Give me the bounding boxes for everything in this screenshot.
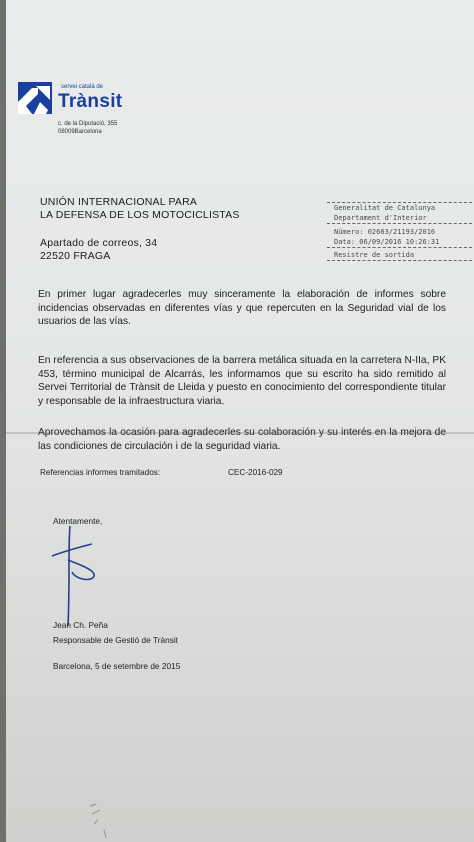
stamp-line1: Generalitat de Catalunya <box>334 204 436 212</box>
place-and-date: Barcelona, 5 de setembre de 2015 <box>53 661 181 671</box>
closing-salutation: Atentamente, <box>53 516 103 526</box>
recipient-line4: 22520 FRAGA <box>40 250 111 262</box>
logo-title: Trànsit <box>58 91 123 112</box>
recipient-line3: Apartado de correos, 34 <box>40 237 158 249</box>
references-code: CEC-2016-029 <box>228 468 283 477</box>
body-paragraph-2: En referencia a sus observaciones de la barrera metálica situada en la carretera N-IIa, PK 453, término municipal de Alcarrás, les informamos que su escrito ha sido remitido al Servei Territorial de Trànsit de Lleida y puesto en conocimiento del correspondiente titular y responsable de la infraestructura viaria. <box>38 355 446 407</box>
registry-stamp <box>327 202 474 261</box>
handwritten-signature <box>48 520 118 630</box>
pencil-marks <box>84 800 124 840</box>
body-paragraph-3: Aprovechamos la ocasión para agradecerles su colaboración y su interés en la mejora de las condiciones de circulación i de la seguridad viaria. <box>38 427 446 452</box>
body-paragraph-1: En primer lugar agradecerles muy sinceramente la elaboración de informes sobre incidencias observadas en diferentes vías y que repercuten en la Seguridad vial de los usuarios de las vías. <box>38 289 446 327</box>
stamp-type: Resistre de sortida <box>334 251 415 259</box>
stamp-date: Data: 06/09/2016 10:26:31 <box>334 238 440 246</box>
references-label: Referencias informes tramitados: <box>40 468 161 477</box>
logo-subtitle: servei català de <box>61 84 104 90</box>
paper-fold-crease <box>6 432 474 434</box>
letterhead-address-line1: c. de la Diputació, 355 <box>58 121 118 127</box>
transit-logo-icon <box>18 82 52 114</box>
letter-page <box>6 0 474 842</box>
stamp-line2: Departament d'Interior <box>334 214 427 222</box>
signatory-title: Responsable de Gestió de Trànsit <box>53 635 178 645</box>
signatory-name: Jean Ch. Peña <box>53 620 108 630</box>
letterhead-address-line2: 08009Barcelona <box>58 129 102 135</box>
recipient-line1: UNIÓN INTERNACIONAL PARA <box>40 196 198 208</box>
stamp-number: Número: 02603/21193/2016 <box>334 228 436 236</box>
recipient-line2: LA DEFENSA DE LOS MOTOCICLISTAS <box>40 209 240 221</box>
